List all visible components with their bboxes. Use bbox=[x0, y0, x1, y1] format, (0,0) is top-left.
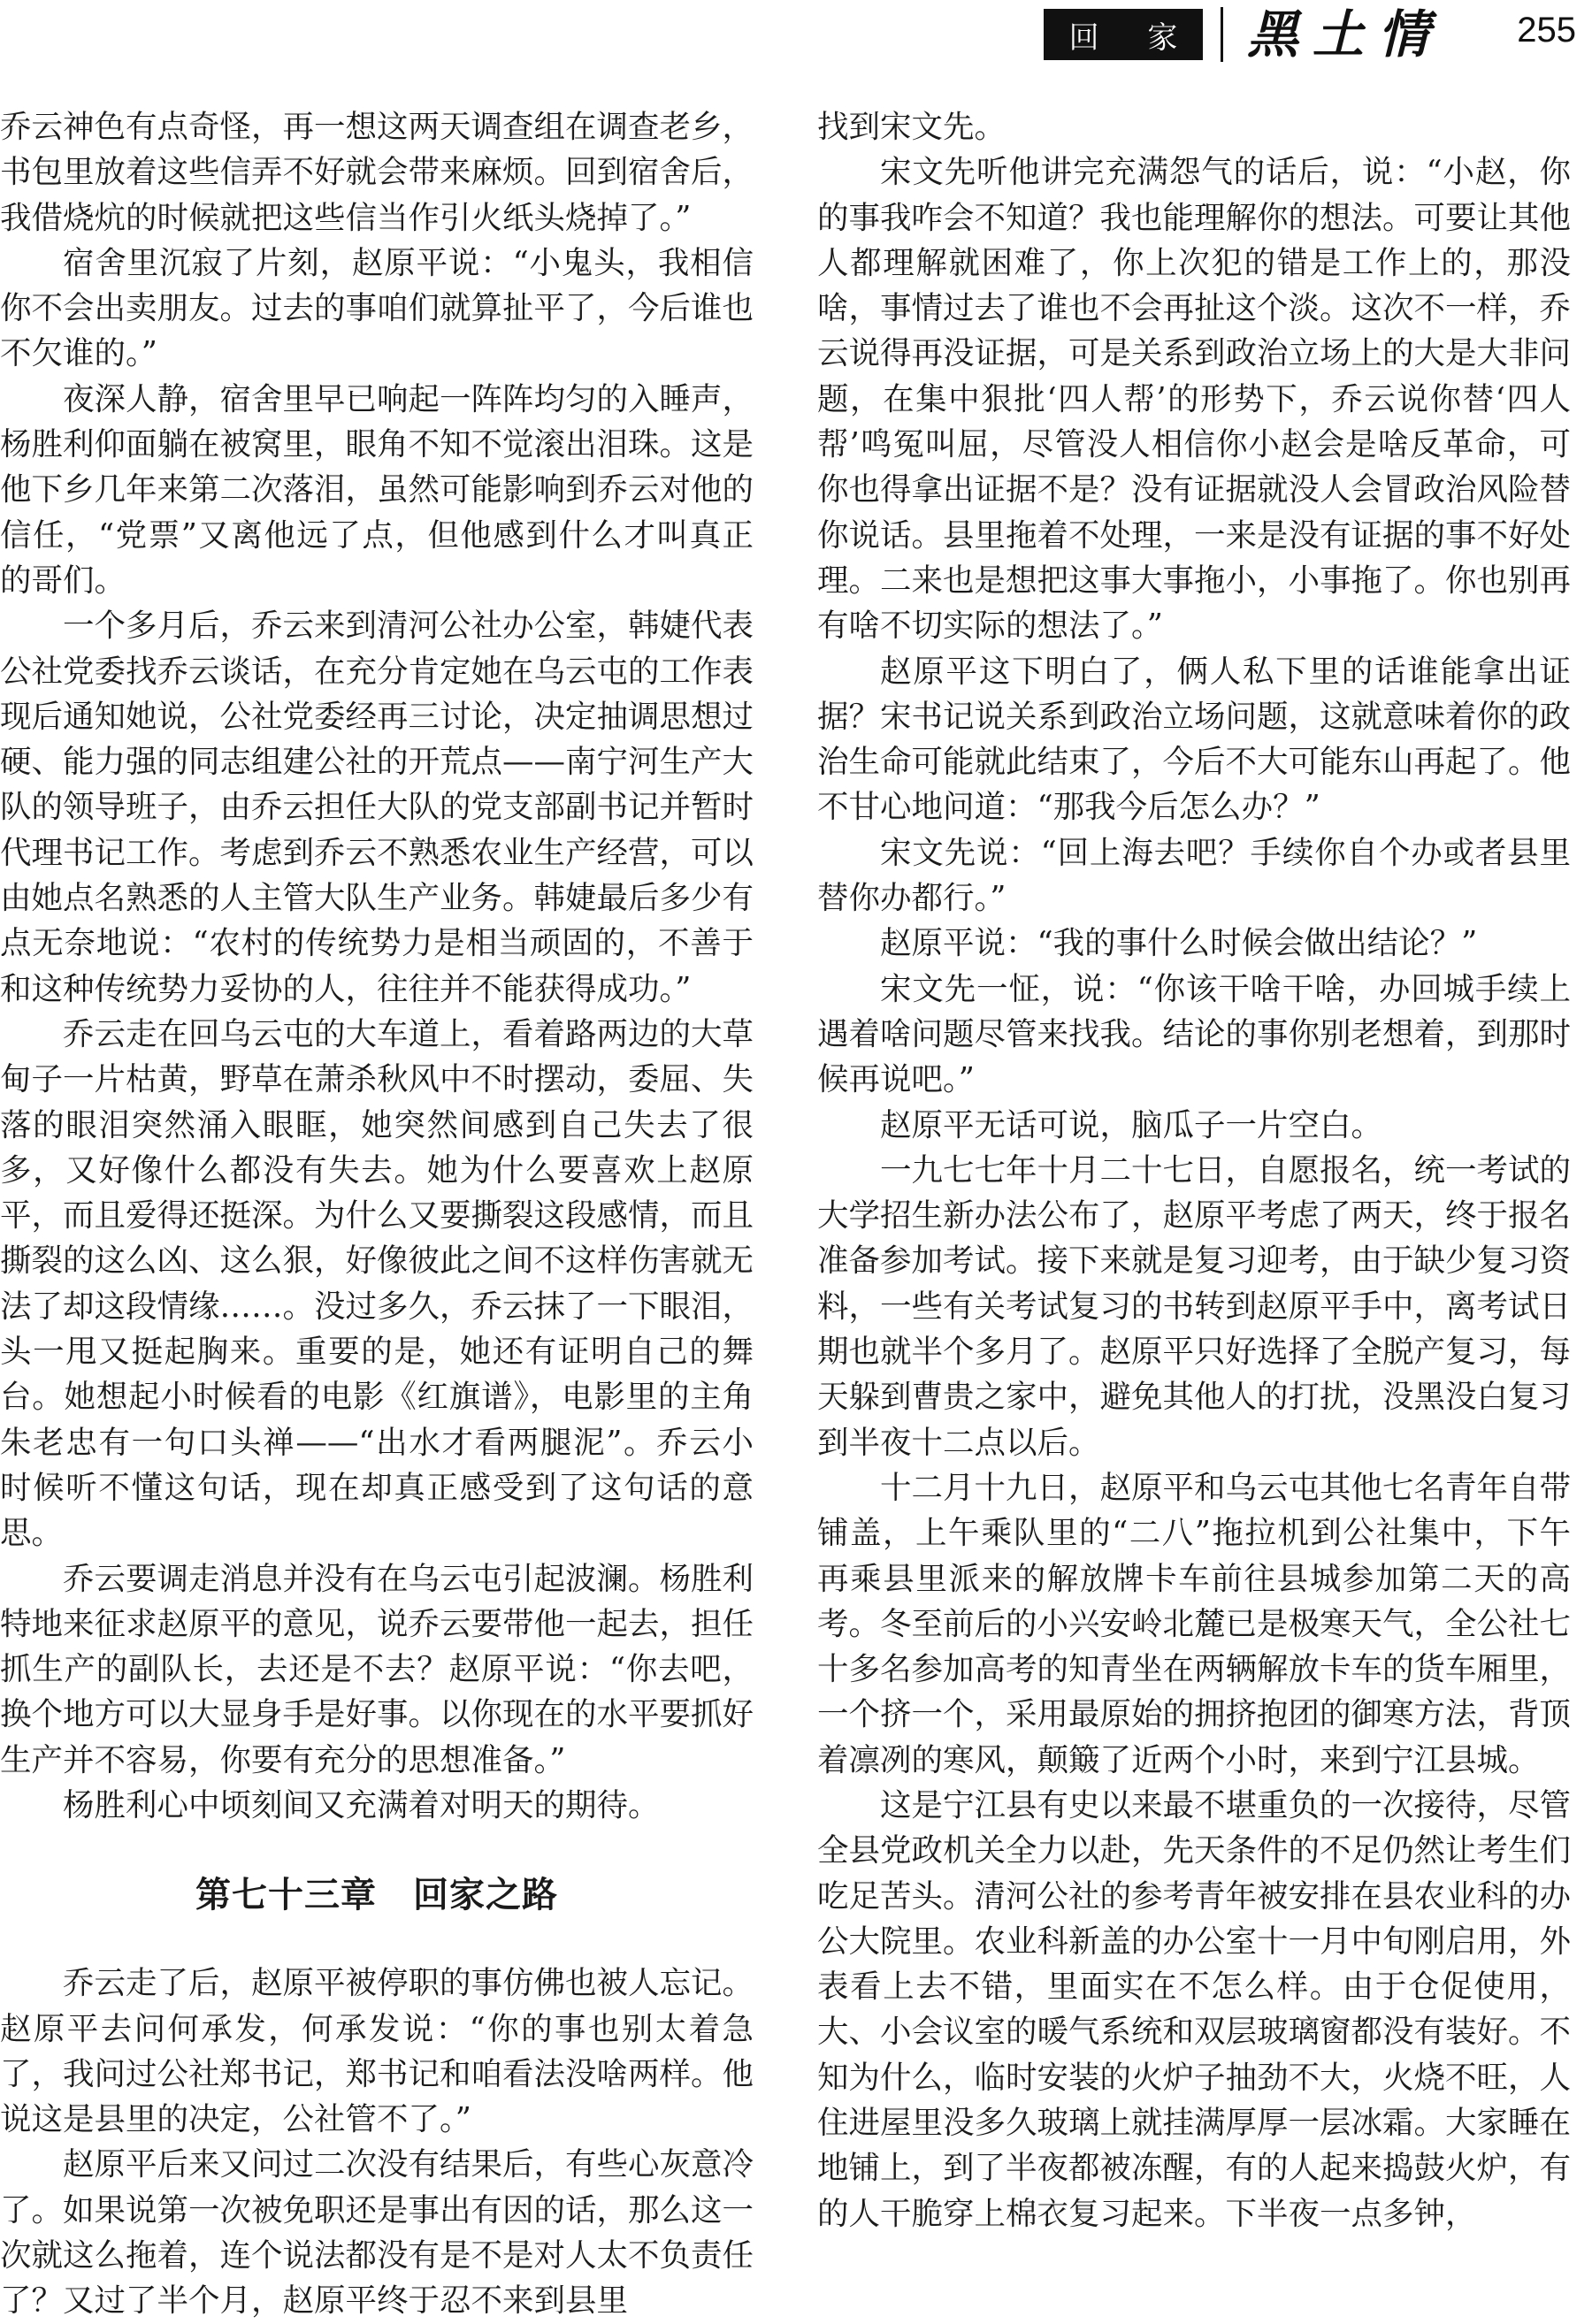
paragraph: 杨胜利心中顷刻间又充满着对明天的期待。 bbox=[63, 1786, 660, 1823]
page-number: 255 bbox=[1517, 11, 1576, 50]
chapter-title: 第七十三章 回家之路 bbox=[195, 1875, 558, 1916]
paragraph: 十二月十九日，赵原平和乌云屯其他七名青年自带铺盖，上午乘队里的“二八”拖拉机到公社集中，下午再乘县里派来的解放牌卡车前往县城参加第二天的高考。冬至前后的小兴安岭北麓已是极寒天气，全公社七十多名参加高考的知青坐在两辆解放卡车的货车厢里，一个挤一个，采用最原始的拥挤抱团的御寒方法，背顶着凛冽的寒风，颠簸了近两个小时，来到宁江县城。 bbox=[817, 1469, 1572, 1778]
section-label: 回 家 bbox=[1044, 9, 1203, 60]
header-divider bbox=[1221, 7, 1223, 62]
paragraph: 一个多月后，乔云来到清河公社办公室，韩婕代表公社党委找乔云谈话，在充分肯定她在乌云屯的工作表现后通知她说，公社党委经再三讨论，决定抽调思想过硬、能力强的同志组建公社的开荒点——南宁河生产大队的领导班子，由乔云担任大队的党支部副书记并暂时代理书记工作。考虑到乔云不熟悉农业生产经营，可以由她点名熟悉的人主管大队生产业务。韩婕最后多少有点无奈地说：“农村的传统势力是相当顽固的，不善于和这种传统势力妥协的人，往往并不能获得成功。” bbox=[0, 608, 754, 1007]
right-column bbox=[817, 104, 1571, 2236]
magazine-logo: 黑土情 bbox=[1247, 4, 1444, 65]
paragraph: 赵原平无话可说，脑瓜子一片空白。 bbox=[880, 1106, 1383, 1143]
paragraph: 乔云走了后，赵原平被停职的事仿佛也被人忘记。赵原平去问何承发，何承发说：“你的事也别太着急了，我问过公社郑书记，郑书记和咱看法没啥两样。他说这是县里的决定，公社管不了。” bbox=[0, 1965, 754, 2138]
paragraph: 乔云神色有点奇怪，再一想这两天调查组在调查老乡，书包里放着这些信弄不好就会带来麻烦。回到宿舍后，我借烧炕的时候就把这些信当作引火纸头烧掉了。” bbox=[0, 109, 754, 236]
page-header bbox=[0, 0, 1592, 81]
paragraph: 赵原平这下明白了，俩人私下里的话谁能拿出证据？宋书记说关系到政治立场问题，这就意味着你的政治生命可能就此结束了，今后不大可能东山再起了。他不甘心地问道：“那我今后怎么办？” bbox=[817, 653, 1572, 826]
paragraph: 一九七七年十月二十七日，自愿报名，统一考试的大学招生新办法公布了，赵原平考虑了两天，终于报名准备参加考试。接下来就是复习迎考，由于缺少复习资料，一些有关考试复习的书转到赵原平手中，离考试日期也就半个多月了。赵原平只好选择了全脱产复习，每天躲到曹贵之家中，避免其他人的打扰，没黑没白复习到半夜十二点以后。 bbox=[817, 1151, 1572, 1461]
paragraph: 宿舍里沉寂了片刻，赵原平说：“小鬼头，我相信你不会出卖朋友。过去的事咱们就算扯平了，今后谁也不欠谁的。” bbox=[0, 244, 754, 372]
paragraph: 赵原平说：“我的事什么时候会做出结论？” bbox=[880, 925, 1478, 962]
paragraph: 找到宋文先。 bbox=[817, 109, 1006, 145]
paragraph: 这是宁江县有史以来最不堪重负的一次接待，尽管全县党政机关全力以赴，先天条件的不足仍然让考生们吃足苦头。清河公社的参考青年被安排在县农业科的办公大院里。农业科新盖的办公室十一月中旬刚启用，外表看上去不错，里面实在不怎么样。由于仓促使用，大、小会议室的暖气系统和双层玻璃窗都没有装好。不知为什么，临时安装的火炉子抽劲不大，火烧不旺，人住进屋里没多久玻璃上就挂满厚厚一层冰霜。大家睡在地铺上，到了半夜都被冻醒，有的人起来捣鼓火炉，有的人干脆穿上棉衣复习起来。下半夜一点多钟， bbox=[817, 1786, 1572, 2232]
paragraph: 赵原平后来又问过二次没有结果后，有些心灰意冷了。如果说第一次被免职还是事出有因的话，那么这一次就这么拖着，连个说法都没有是不是对人太不负责任了？又过了半个月，赵原平终于忍不来到县里 bbox=[0, 2146, 754, 2320]
paragraph: 宋文先说：“回上海去吧？手续你自个办或者县里替你办都行。” bbox=[817, 834, 1571, 917]
paragraph: 乔云走在回乌云屯的大车道上，看着路两边的大草甸子一片枯黄，野草在萧杀秋风中不时摆动，委屈、失落的眼泪突然涌入眼眶，她突然间感到自己失去了很多，又好像什么都没有失去。她为什么要喜欢上赵原平，而且爱得还挺深。为什么又要撕裂这段感情，而且撕裂的这么凶、这么狠，好像彼此之间不这样伤害就无法了却这段情缘……。没过多久，乔云抹了一下眼泪，头一甩又挺起胸来。重要的是，她还有证明自己的舞台。她想起小时候看的电影《红旗谱》，电影里的主角朱老忠有一句口头禅——“出水才看两腿泥”。乔云小时候听不懂这句话，现在却真正感受到了这句话的意思。 bbox=[0, 1015, 754, 1552]
paragraph: 宋文先一怔，说：“你该干啥干啥，办回城手续上遇着啥问题尽管来找我。结论的事你别老想着，到那时候再说吧。” bbox=[817, 970, 1572, 1098]
paragraph: 乔云要调走消息并没有在乌云屯引起波澜。杨胜利特地来征求赵原平的意见，说乔云要带他一起去，担任抓生产的副队长，去还是不去？赵原平说：“你去吧，换个地方可以大显身手是好事。以你现在的水平要抓好生产并不容易，你要有充分的思想准备。” bbox=[0, 1560, 754, 1778]
paragraph: 宋文先听他讲完充满怨气的话后，说：“小赵，你的事我咋会不知道？我也能理解你的想法。可要让其他人都理解就困难了，你上次犯的错是工作上的，那没啥，事情过去了谁也不会再扯这个淡。这次不一样，乔云说得再没证据，可是关系到政治立场上的大是大非问题，在集中狠批‘四人帮’的形势下，乔云说你替‘四人帮’鸣冤叫屈，尽管没人相信你小赵会是啥反革命，可你也得拿出证据不是？没有证据就没人会冒政治风险替你说话。县里拖着不处理，一来是没有证据的事不好处理。二来也是想把这事大事拖小，小事拖了。你也别再有啥不切实际的想法了。” bbox=[817, 154, 1572, 645]
left-column bbox=[0, 104, 754, 2324]
paragraph: 夜深人静，宿舍里早已响起一阵阵均匀的入睡声，杨胜利仰面躺在被窝里，眼角不知不觉滚出泪珠。这是他下乡几年来第二次落泪，虽然可能影响到乔云对他的信任，“党票”又离他远了点，但他感到什么才叫真正的哥们。 bbox=[0, 380, 754, 599]
